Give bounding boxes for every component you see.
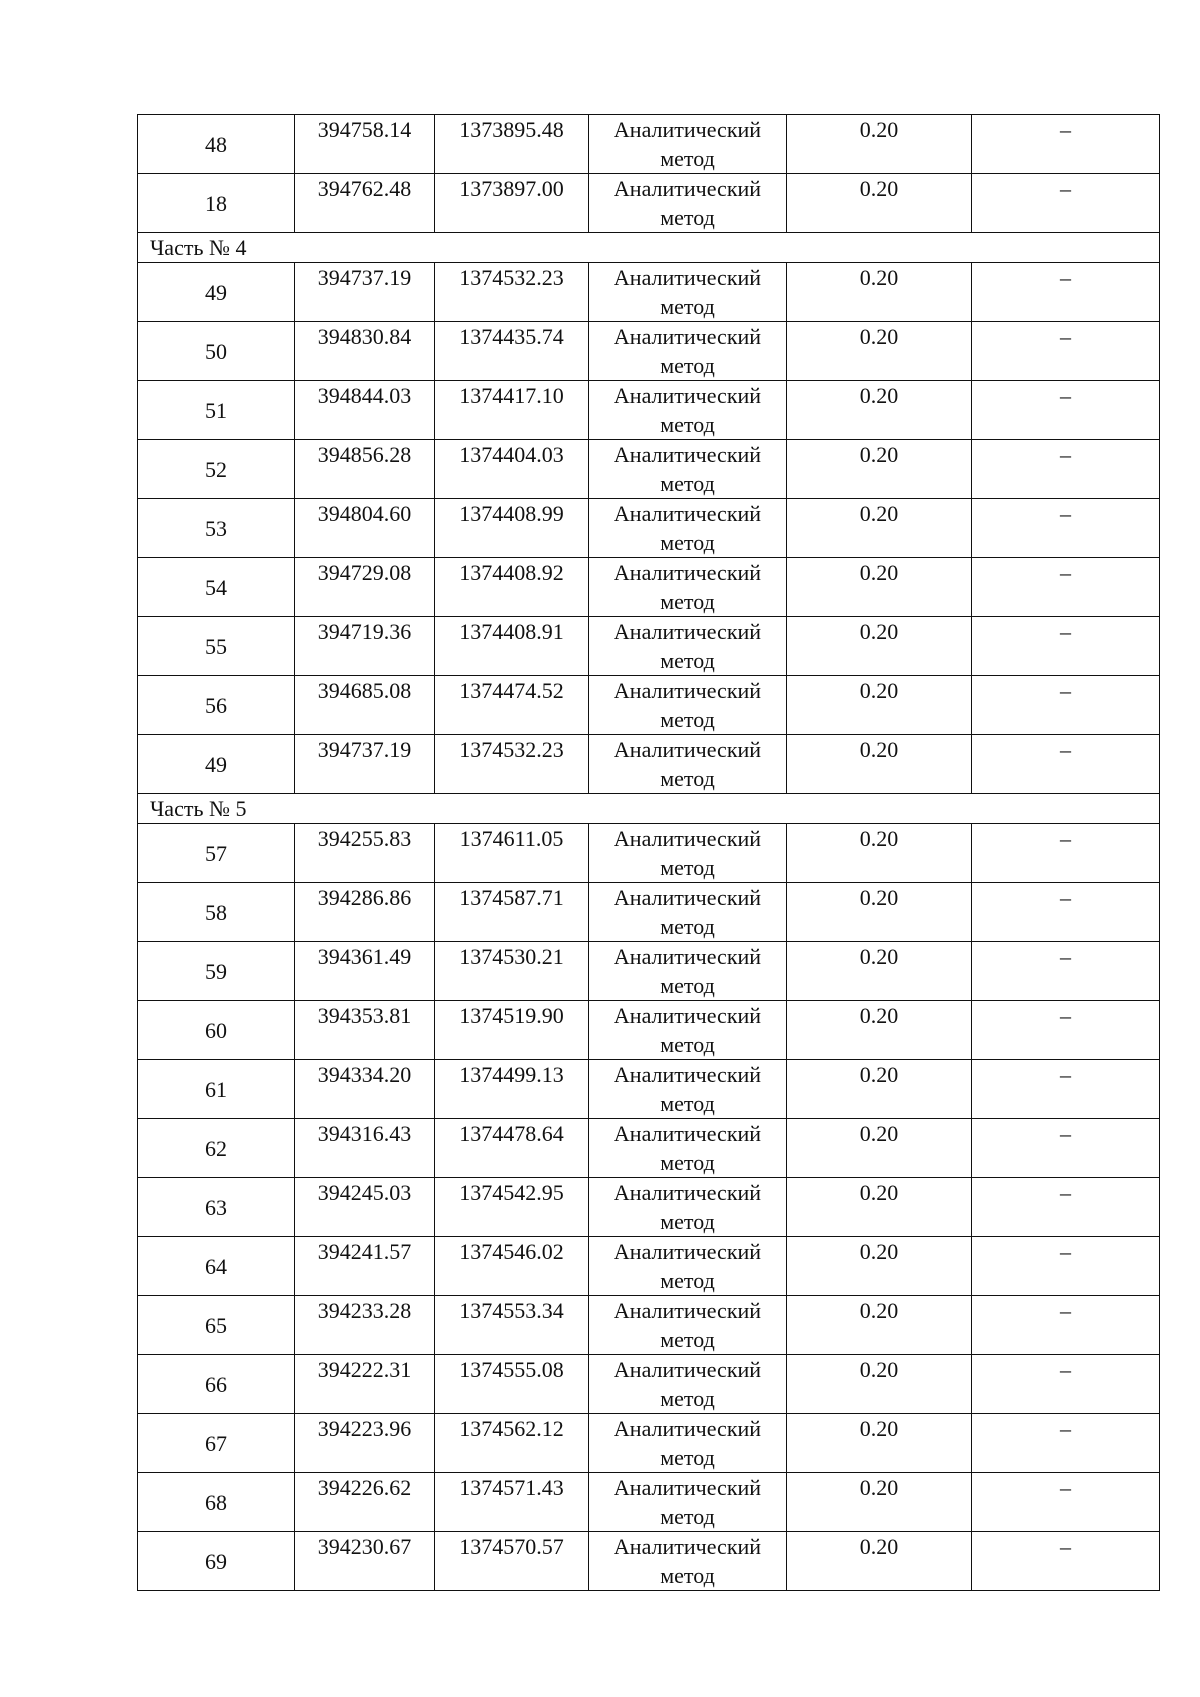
point-number-cell: 69 [138, 1532, 295, 1591]
point-number-cell: 68 [138, 1473, 295, 1532]
note-cell: – [972, 381, 1160, 440]
accuracy-cell: 0.20 [787, 942, 972, 1001]
method-cell: Аналитический метод [589, 115, 787, 174]
point-number-cell: 58 [138, 883, 295, 942]
note-cell: – [972, 322, 1160, 381]
point-number-cell: 49 [138, 263, 295, 322]
method-cell: Аналитический метод [589, 558, 787, 617]
method-cell: Аналитический метод [589, 617, 787, 676]
point-number-cell: 49 [138, 735, 295, 794]
note-cell: – [972, 558, 1160, 617]
method-cell: Аналитический метод [589, 1119, 787, 1178]
accuracy-cell: 0.20 [787, 558, 972, 617]
coordinate-x-cell: 394286.86 [295, 883, 435, 942]
method-cell: Аналитический метод [589, 1473, 787, 1532]
note-cell: – [972, 1119, 1160, 1178]
accuracy-cell: 0.20 [787, 1178, 972, 1237]
point-number-cell: 63 [138, 1178, 295, 1237]
table-row [138, 1296, 1160, 1355]
point-number-cell: 18 [138, 174, 295, 233]
coordinate-x-cell: 394241.57 [295, 1237, 435, 1296]
table-row [138, 1355, 1160, 1414]
note-cell: – [972, 942, 1160, 1001]
coordinate-y-cell: 1373897.00 [435, 174, 589, 233]
method-cell: Аналитический метод [589, 174, 787, 233]
method-cell: Аналитический метод [589, 676, 787, 735]
coordinate-y-cell: 1374570.57 [435, 1532, 589, 1591]
note-cell: – [972, 440, 1160, 499]
coordinate-x-cell: 394230.67 [295, 1532, 435, 1591]
accuracy-cell: 0.20 [787, 440, 972, 499]
coordinate-x-cell: 394729.08 [295, 558, 435, 617]
coordinate-y-cell: 1374587.71 [435, 883, 589, 942]
note-cell: – [972, 1296, 1160, 1355]
table-row [138, 617, 1160, 676]
table-row [138, 942, 1160, 1001]
table-row [138, 499, 1160, 558]
coordinate-x-cell: 394719.36 [295, 617, 435, 676]
coordinate-x-cell: 394222.31 [295, 1355, 435, 1414]
coordinate-y-cell: 1374571.43 [435, 1473, 589, 1532]
coordinate-y-cell: 1374532.23 [435, 263, 589, 322]
coordinate-y-cell: 1374611.05 [435, 824, 589, 883]
coordinate-y-cell: 1374532.23 [435, 735, 589, 794]
table-row [138, 558, 1160, 617]
note-cell: – [972, 1001, 1160, 1060]
table-row [138, 440, 1160, 499]
accuracy-cell: 0.20 [787, 676, 972, 735]
coordinate-x-cell: 394233.28 [295, 1296, 435, 1355]
coordinate-y-cell: 1374519.90 [435, 1001, 589, 1060]
coordinate-y-cell: 1374408.92 [435, 558, 589, 617]
coordinate-x-cell: 394255.83 [295, 824, 435, 883]
coordinate-x-cell: 394316.43 [295, 1119, 435, 1178]
table-row [138, 1119, 1160, 1178]
note-cell: – [972, 174, 1160, 233]
coordinate-x-cell: 394245.03 [295, 1178, 435, 1237]
coordinate-x-cell: 394361.49 [295, 942, 435, 1001]
table-row [138, 1001, 1160, 1060]
note-cell: – [972, 1178, 1160, 1237]
point-number-cell: 52 [138, 440, 295, 499]
coordinate-x-cell: 394223.96 [295, 1414, 435, 1473]
accuracy-cell: 0.20 [787, 381, 972, 440]
coordinate-x-cell: 394856.28 [295, 440, 435, 499]
coordinate-x-cell: 394804.60 [295, 499, 435, 558]
accuracy-cell: 0.20 [787, 617, 972, 676]
accuracy-cell: 0.20 [787, 1119, 972, 1178]
table-row [138, 1237, 1160, 1296]
coordinate-x-cell: 394830.84 [295, 322, 435, 381]
point-number-cell: 51 [138, 381, 295, 440]
point-number-cell: 62 [138, 1119, 295, 1178]
coordinate-y-cell: 1374555.08 [435, 1355, 589, 1414]
coordinate-y-cell: 1374530.21 [435, 942, 589, 1001]
method-cell: Аналитический метод [589, 263, 787, 322]
point-number-cell: 56 [138, 676, 295, 735]
point-number-cell: 50 [138, 322, 295, 381]
coordinate-y-cell: 1374546.02 [435, 1237, 589, 1296]
coordinate-x-cell: 394353.81 [295, 1001, 435, 1060]
point-number-cell: 59 [138, 942, 295, 1001]
coordinate-y-cell: 1374435.74 [435, 322, 589, 381]
method-cell: Аналитический метод [589, 735, 787, 794]
table-row [138, 174, 1160, 233]
table-row [138, 1414, 1160, 1473]
coordinates-table [137, 114, 1160, 1591]
point-number-cell: 48 [138, 115, 295, 174]
coordinate-y-cell: 1374542.95 [435, 1178, 589, 1237]
coordinate-y-cell: 1374562.12 [435, 1414, 589, 1473]
point-number-cell: 64 [138, 1237, 295, 1296]
method-cell: Аналитический метод [589, 942, 787, 1001]
method-cell: Аналитический метод [589, 1414, 787, 1473]
note-cell: – [972, 115, 1160, 174]
coordinate-y-cell: 1374478.64 [435, 1119, 589, 1178]
method-cell: Аналитический метод [589, 1532, 787, 1591]
coordinate-y-cell: 1374408.99 [435, 499, 589, 558]
note-cell: – [972, 824, 1160, 883]
note-cell: – [972, 676, 1160, 735]
method-cell: Аналитический метод [589, 1237, 787, 1296]
point-number-cell: 57 [138, 824, 295, 883]
coordinate-y-cell: 1373895.48 [435, 115, 589, 174]
point-number-cell: 66 [138, 1355, 295, 1414]
note-cell: – [972, 263, 1160, 322]
table-body [138, 115, 1160, 1591]
table-row [138, 735, 1160, 794]
coordinate-y-cell: 1374417.10 [435, 381, 589, 440]
coordinate-y-cell: 1374474.52 [435, 676, 589, 735]
method-cell: Аналитический метод [589, 499, 787, 558]
accuracy-cell: 0.20 [787, 1001, 972, 1060]
accuracy-cell: 0.20 [787, 883, 972, 942]
coordinate-x-cell: 394685.08 [295, 676, 435, 735]
note-cell: – [972, 1237, 1160, 1296]
part-label: Часть № 4 [138, 233, 1160, 263]
table-row [138, 1060, 1160, 1119]
coordinate-x-cell: 394844.03 [295, 381, 435, 440]
method-cell: Аналитический метод [589, 1178, 787, 1237]
method-cell: Аналитический метод [589, 883, 787, 942]
accuracy-cell: 0.20 [787, 174, 972, 233]
coordinate-y-cell: 1374553.34 [435, 1296, 589, 1355]
point-number-cell: 53 [138, 499, 295, 558]
method-cell: Аналитический метод [589, 1001, 787, 1060]
accuracy-cell: 0.20 [787, 263, 972, 322]
note-cell: – [972, 617, 1160, 676]
table-row [138, 263, 1160, 322]
point-number-cell: 61 [138, 1060, 295, 1119]
point-number-cell: 67 [138, 1414, 295, 1473]
note-cell: – [972, 499, 1160, 558]
point-number-cell: 54 [138, 558, 295, 617]
table-row [138, 115, 1160, 174]
accuracy-cell: 0.20 [787, 1355, 972, 1414]
point-number-cell: 65 [138, 1296, 295, 1355]
table-row [138, 381, 1160, 440]
accuracy-cell: 0.20 [787, 824, 972, 883]
accuracy-cell: 0.20 [787, 1532, 972, 1591]
coordinate-x-cell: 394334.20 [295, 1060, 435, 1119]
accuracy-cell: 0.20 [787, 1296, 972, 1355]
note-cell: – [972, 1473, 1160, 1532]
coordinate-y-cell: 1374408.91 [435, 617, 589, 676]
accuracy-cell: 0.20 [787, 322, 972, 381]
accuracy-cell: 0.20 [787, 115, 972, 174]
table-row [138, 1178, 1160, 1237]
method-cell: Аналитический метод [589, 322, 787, 381]
part-header-row [138, 233, 1160, 263]
note-cell: – [972, 1060, 1160, 1119]
table-row [138, 322, 1160, 381]
accuracy-cell: 0.20 [787, 1060, 972, 1119]
table-row [138, 676, 1160, 735]
table-row [138, 1532, 1160, 1591]
note-cell: – [972, 1414, 1160, 1473]
part-header-row [138, 794, 1160, 824]
part-label: Часть № 5 [138, 794, 1160, 824]
accuracy-cell: 0.20 [787, 499, 972, 558]
note-cell: – [972, 883, 1160, 942]
accuracy-cell: 0.20 [787, 1414, 972, 1473]
coordinate-y-cell: 1374404.03 [435, 440, 589, 499]
table-row [138, 824, 1160, 883]
coordinate-x-cell: 394226.62 [295, 1473, 435, 1532]
note-cell: – [972, 1355, 1160, 1414]
table-row [138, 1473, 1160, 1532]
accuracy-cell: 0.20 [787, 735, 972, 794]
method-cell: Аналитический метод [589, 440, 787, 499]
coordinate-x-cell: 394762.48 [295, 174, 435, 233]
method-cell: Аналитический метод [589, 1060, 787, 1119]
method-cell: Аналитический метод [589, 1355, 787, 1414]
method-cell: Аналитический метод [589, 824, 787, 883]
method-cell: Аналитический метод [589, 1296, 787, 1355]
coordinate-x-cell: 394737.19 [295, 735, 435, 794]
coordinate-y-cell: 1374499.13 [435, 1060, 589, 1119]
note-cell: – [972, 1532, 1160, 1591]
point-number-cell: 55 [138, 617, 295, 676]
note-cell: – [972, 735, 1160, 794]
point-number-cell: 60 [138, 1001, 295, 1060]
coordinate-x-cell: 394758.14 [295, 115, 435, 174]
coordinate-x-cell: 394737.19 [295, 263, 435, 322]
table-row [138, 883, 1160, 942]
accuracy-cell: 0.20 [787, 1473, 972, 1532]
accuracy-cell: 0.20 [787, 1237, 972, 1296]
method-cell: Аналитический метод [589, 381, 787, 440]
